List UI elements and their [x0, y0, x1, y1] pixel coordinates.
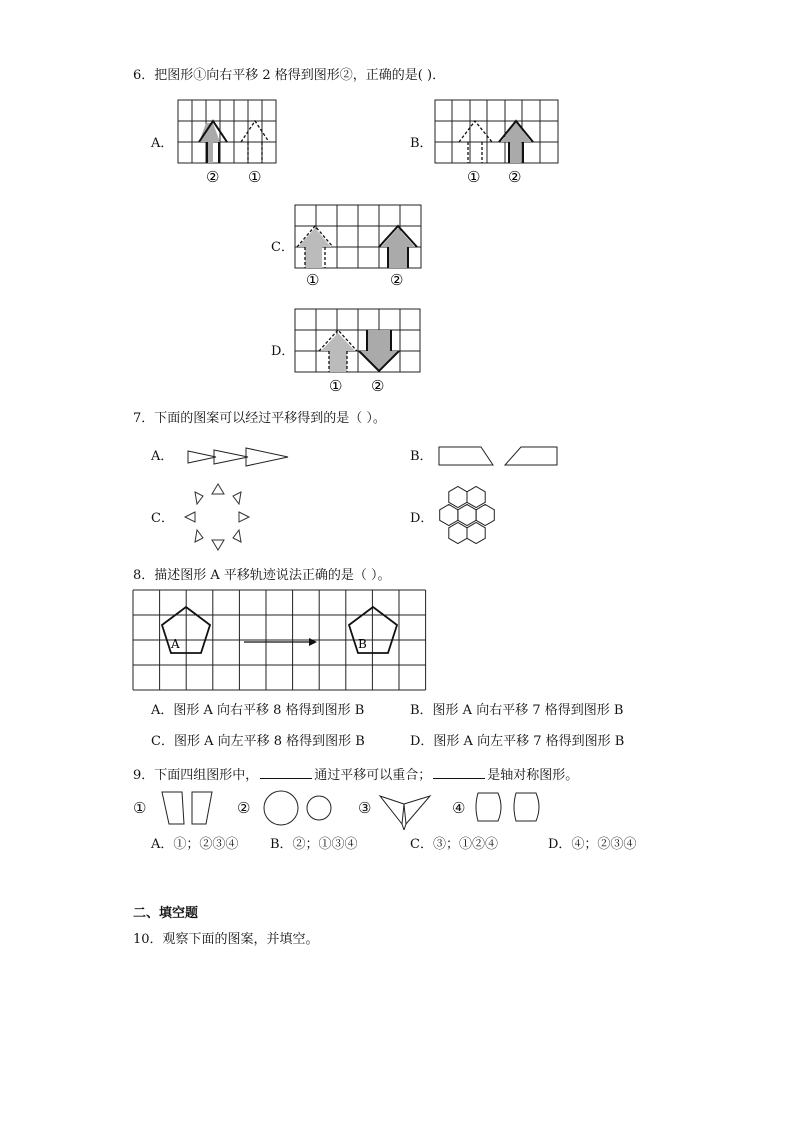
q6-c-mark-1: ① — [306, 271, 320, 289]
q9-stem-part1: 9．下面四组图形中， — [133, 768, 259, 783]
q6-option-b-figure — [435, 100, 560, 190]
hexagon — [440, 505, 458, 526]
q9-group-3-mark: ③ — [358, 799, 372, 817]
q6-d-mark-2: ② — [371, 377, 385, 395]
q7-option-d-hexagons — [436, 485, 498, 549]
q8-stem: 8．描述图形 A 平移轨迹说法正确的是（ ）。 — [133, 568, 391, 583]
arrow-head — [309, 638, 317, 646]
q8-grid-figure — [133, 590, 429, 696]
hexagon — [476, 505, 494, 526]
q8-label-b: B — [358, 637, 367, 651]
q8-option-d[interactable]: D．图形 A 向左平移 7 格得到图形 B — [410, 734, 625, 749]
q6-a-mark-1: ① — [248, 168, 262, 186]
q9-group-3-kite — [378, 794, 434, 832]
q7-option-c-label[interactable]: C． — [151, 511, 174, 526]
hexagon — [449, 523, 467, 544]
section-heading: 二、填空题 — [133, 906, 199, 921]
q6-option-b-label[interactable]: B． — [410, 136, 433, 151]
q8-option-b[interactable]: B．图形 A 向右平移 7 格得到图形 B — [410, 703, 624, 718]
q6-option-a-figure — [178, 100, 278, 190]
q7-option-a-label[interactable]: A． — [151, 449, 174, 464]
q6-option-a-label[interactable]: A． — [151, 136, 174, 151]
q9-group-2-circles — [262, 788, 334, 828]
q6-b-mark-1: ① — [467, 168, 481, 186]
q7-option-d-label[interactable]: D． — [410, 511, 434, 526]
q7-option-c-star-pattern — [183, 484, 253, 550]
q6-option-c-figure — [295, 205, 423, 295]
q6-d-mark-1: ① — [329, 377, 343, 395]
q8-label-a: A — [171, 637, 180, 651]
q6-option-d-label[interactable]: D． — [271, 344, 295, 359]
pentagon-b — [349, 607, 397, 653]
q9-group-4-barrels — [474, 791, 546, 827]
q7-stem: 7．下面的图案可以经过平移得到的是（ ）。 — [133, 411, 386, 426]
q6-stem: 6．把图形①向右平移 2 格得到图形②，正确的是( )． — [133, 68, 446, 83]
hexagon — [449, 487, 467, 508]
q6-option-c-label[interactable]: C． — [271, 240, 294, 255]
q7-option-b-trapezoids — [437, 445, 562, 469]
q9-group-1-trapezoids — [160, 790, 216, 828]
q9-blank-2[interactable] — [433, 766, 485, 779]
q9-stem-part3: 是轴对称图形。 — [487, 768, 579, 783]
q9-group-4-mark: ④ — [452, 799, 466, 817]
q9-group-1-mark: ① — [133, 799, 147, 817]
q6-option-d-figure — [295, 309, 423, 401]
hexagon — [467, 487, 485, 508]
q9-option-b[interactable]: B．②；①③④ — [270, 837, 358, 852]
q10-stem: 10．观察下面的图案，并填空。 — [133, 932, 319, 947]
q9-stem — [133, 766, 578, 784]
q9-option-d[interactable]: D．④；②③④ — [548, 837, 637, 852]
q6-c-mark-2: ② — [390, 271, 404, 289]
hexagon — [467, 523, 485, 544]
q8-option-c[interactable]: C．图形 A 向左平移 8 格得到图形 B — [151, 734, 365, 749]
q7-option-a-triangles — [186, 445, 292, 469]
q9-blank-1[interactable] — [260, 766, 312, 779]
q9-stem-part2: 通过平移可以重合； — [314, 768, 432, 783]
q7-option-b-label[interactable]: B． — [410, 449, 433, 464]
q9-option-c[interactable]: C．③；①②④ — [410, 837, 498, 852]
q6-a-mark-2: ② — [206, 168, 220, 186]
hexagon — [458, 505, 476, 526]
q9-group-2-mark: ② — [237, 799, 251, 817]
q9-option-a[interactable]: A．①；②③④ — [151, 837, 239, 852]
q6-b-mark-2: ② — [508, 168, 522, 186]
q8-option-a[interactable]: A．图形 A 向右平移 8 格得到图形 B — [151, 703, 365, 718]
